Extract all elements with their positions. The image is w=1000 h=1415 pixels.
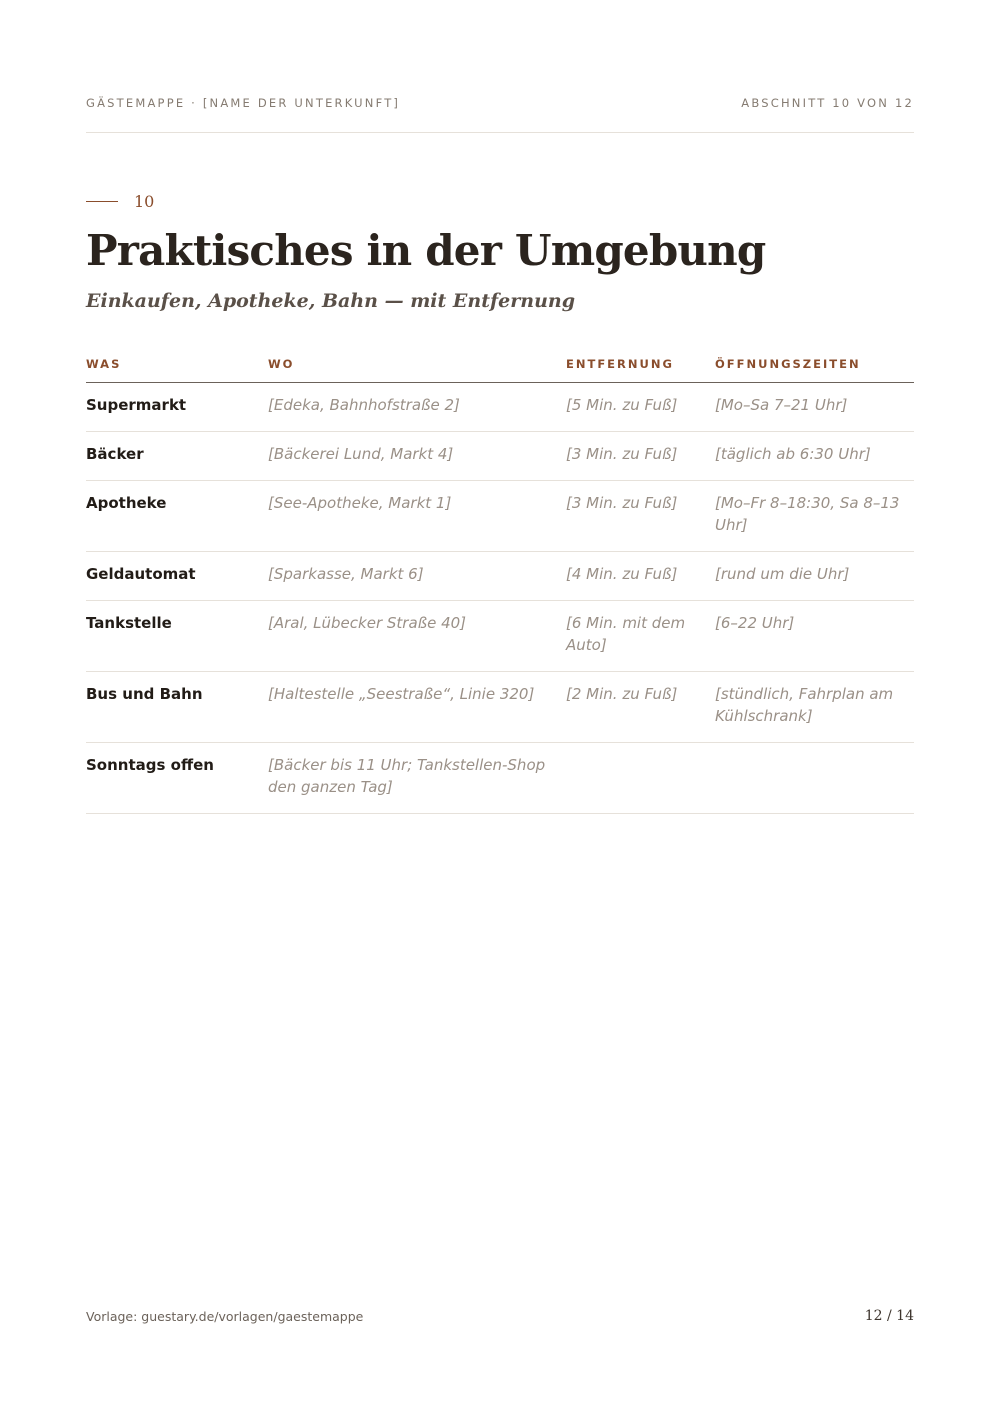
cell-oeffnungszeiten: [täglich ab 6:30 Uhr]	[715, 432, 914, 481]
column-header-wo: WO	[268, 348, 566, 383]
table-header-row	[86, 348, 914, 383]
cell-oeffnungszeiten	[715, 743, 914, 814]
page-title: Praktisches in der Umgebung	[86, 226, 766, 275]
cell-wo: [Bäcker bis 11 Uhr; Tankstellen-Shop den ganzen Tag]	[268, 743, 566, 814]
cell-entfernung: [2 Min. zu Fuß]	[566, 672, 715, 743]
section-number-rule	[86, 201, 118, 202]
section-number-label: 10	[134, 192, 155, 211]
cell-entfernung: [3 Min. zu Fuß]	[566, 432, 715, 481]
table-row	[86, 743, 914, 814]
header-section-indicator: ABSCHNITT 10 VON 12	[741, 96, 914, 110]
cell-was: Bus und Bahn	[86, 672, 268, 743]
footer-source: Vorlage: guestary.de/vorlagen/gaestemappe	[86, 1309, 364, 1324]
cell-was: Sonntags offen	[86, 743, 268, 814]
table-row	[86, 601, 914, 672]
cell-was: Geldautomat	[86, 552, 268, 601]
amenities-table	[86, 348, 914, 814]
cell-was: Supermarkt	[86, 383, 268, 432]
cell-was: Tankstelle	[86, 601, 268, 672]
running-header	[86, 96, 914, 133]
cell-was: Apotheke	[86, 481, 268, 552]
cell-entfernung: [4 Min. zu Fuß]	[566, 552, 715, 601]
page-subtitle: Einkaufen, Apotheke, Bahn — mit Entfernung	[86, 290, 575, 312]
column-header-entfernung: ENTFERNUNG	[566, 348, 715, 383]
cell-oeffnungszeiten: [Mo–Fr 8–18:30, Sa 8–13 Uhr]	[715, 481, 914, 552]
section-number	[86, 192, 154, 211]
table-row	[86, 432, 914, 481]
cell-wo: [Aral, Lübecker Straße 40]	[268, 601, 566, 672]
table-row	[86, 481, 914, 552]
table-row	[86, 552, 914, 601]
cell-entfernung: [5 Min. zu Fuß]	[566, 383, 715, 432]
cell-wo: [Edeka, Bahnhofstraße 2]	[268, 383, 566, 432]
cell-oeffnungszeiten: [6–22 Uhr]	[715, 601, 914, 672]
cell-oeffnungszeiten: [Mo–Sa 7–21 Uhr]	[715, 383, 914, 432]
column-header-was: WAS	[86, 348, 268, 383]
table-row	[86, 672, 914, 743]
cell-wo: [See-Apotheke, Markt 1]	[268, 481, 566, 552]
page-number: 12 / 14	[864, 1308, 914, 1324]
cell-wo: [Sparkasse, Markt 6]	[268, 552, 566, 601]
header-document-title: GÄSTEMAPPE · [NAME DER UNTERKUNFT]	[86, 96, 401, 110]
cell-wo: [Haltestelle „Seestraße“, Linie 320]	[268, 672, 566, 743]
cell-entfernung	[566, 743, 715, 814]
column-header-oeffnungszeiten: ÖFFNUNGSZEITEN	[715, 348, 914, 383]
cell-entfernung: [6 Min. mit dem Auto]	[566, 601, 715, 672]
cell-oeffnungszeiten: [stündlich, Fahrplan am Kühlschrank]	[715, 672, 914, 743]
cell-was: Bäcker	[86, 432, 268, 481]
table-row	[86, 383, 914, 432]
cell-wo: [Bäckerei Lund, Markt 4]	[268, 432, 566, 481]
cell-entfernung: [3 Min. zu Fuß]	[566, 481, 715, 552]
cell-oeffnungszeiten: [rund um die Uhr]	[715, 552, 914, 601]
